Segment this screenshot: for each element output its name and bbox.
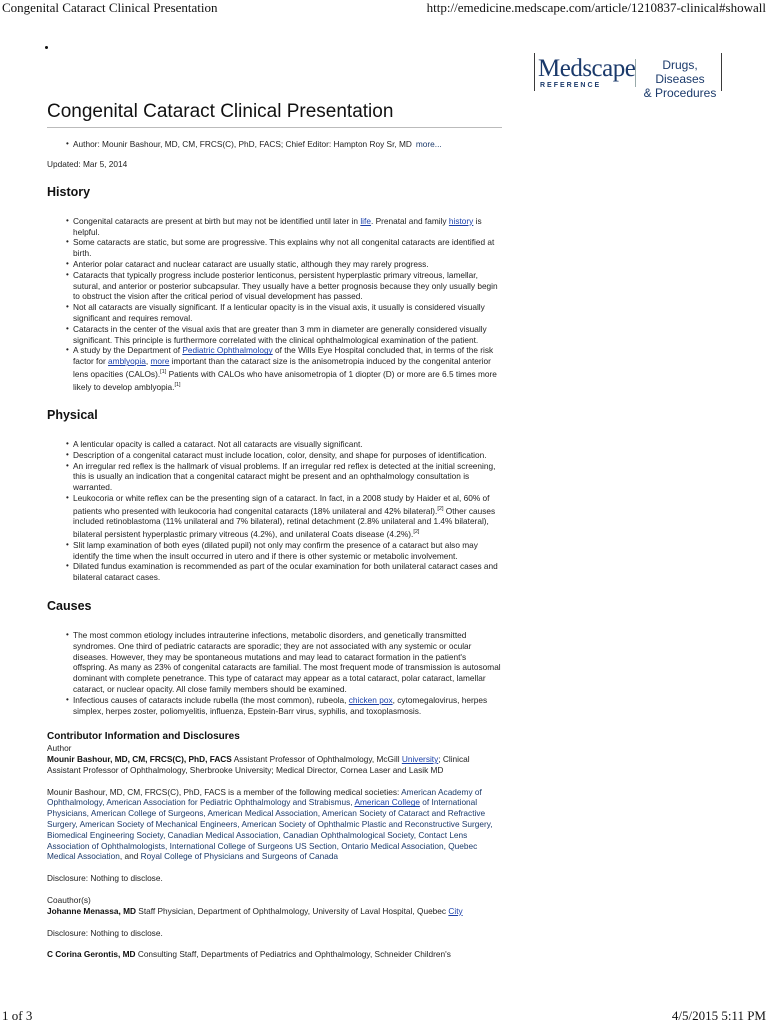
logo-divider [635,59,636,87]
list-item: • An irregular red reflex is the hallmark of visual problems. If an irregular red reflex is detected at the initial screening, this is usually an indication that a congenital cataract might be present and an ophthalmology consultation is warranted. [47,461,502,493]
print-header-url: http://emedicine.medscape.com/article/1210837-clinical#showall [426,0,766,15]
logo-reference-label: REFERENCE [540,82,602,89]
society-membership: Mounir Bashour, MD, CM, FRCS(C), PhD, FACS is a member of the following medical societies: American Academy of Ophthalmology, American Association for Pediatric Ophthalmology and Strabismus, American College of International Physicians, American College of Surgeons, American Medical Association, American Society of Cataract and Refractive Surgery, American Society of Mechanical Engineers, American Society of Ophthalmic Plastic and Reconstructive Surgery, Biomedical Engineering Society, Canadian Medical Association, Canadian Ophthalmological Society, Contact Lens Association of Ophthalmologists, International College of Surgeons US Section, Ontario Medical Association, Quebec Medical Association, and Royal College of Physicians and Surgeons of Canada [47,786,493,862]
contributor-section [47,732,502,960]
citation-link[interactable]: [2] [437,505,444,512]
list-item: • Congenital cataracts are present at birth but may not be identified until later in life. Prenatal and family history is helpful. [47,216,502,238]
author-name: Mounir Bashour, MD, CM, FRCS(C), PhD, FACS [47,753,232,764]
list-item: • Cataracts that typically progress include posterior lenticonus, persistent hyperplastic primary vitreous, lamellar, sutural, and anterior or posterior subcapsular. They usually have a better prognosis because they only usually begin to obstruct the vision after the critical period of visual development has passed. [47,270,502,302]
author-list [47,139,502,150]
logo-tagline: Drugs, Diseases & Procedures [643,58,717,100]
pediatric-ophthalmology-link[interactable]: Pediatric Ophthalmology [182,345,273,356]
list-item: • A lenticular opacity is called a cataract. Not all cataracts are visually significant. [47,439,502,450]
american-college-link[interactable]: American College [354,797,420,808]
list-item: • Cataracts in the center of the visual axis that are greater than 3 mm in diameter are generally considered visually significant. This principle is furthermore correlated with the clinical ophthalmological examination of the patient. [47,324,502,346]
university-link[interactable]: University [401,753,439,764]
history-list [47,216,502,392]
list-item: • Description of a congenital cataract must include location, color, density, and shape for purposes of identification. [47,450,502,461]
chicken-pox-link[interactable]: chicken pox [348,694,393,705]
history-heading: History [47,184,91,199]
list-item: • Not all cataracts are visually significant. If a lenticular opacity is in the visual axis, it usually is considered visually significant and requires removal. [47,302,502,324]
citation-link[interactable]: [2] [413,529,420,536]
list-item: • A study by the Department of Pediatric Ophthalmology of the Wills Eye Hospital concluded that, in terms of the risk factor for amblyopia, more important than the cataract size is the anisometropia induced by the congenital anterior lens opacities (CALOs).[1] Patients with CALOs who have anisometropia of 1 diopter (D) or more are 6.5 times more likely to develop amblyopia.[1] [47,345,502,392]
medscape-logo[interactable] [534,53,722,100]
amblyopia-link[interactable]: amblyopia [108,356,146,367]
coauthor-label: Coauthor(s) [47,894,91,905]
print-footer-page: 1 of 3 [2,1008,33,1023]
citation-link[interactable]: [1] [160,368,167,375]
author-bio: Mounir Bashour, MD, CM, FRCS(C), PhD, FACS Assistant Professor of Ophthalmology, McGill University; Clinical Assistant Professor of Ophthalmology, Sherbrooke University; Medical Director, Cornea Laser and Lasik MD [47,753,470,775]
list-item: • Dilated fundus examination is recommended as part of the ocular examination for both unilateral cataract cases and bilateral cataract cases. [47,561,502,583]
author-line: • Author: Mounir Bashour, MD, CM, FRCS(C), PhD, FACS; Chief Editor: Hampton Roy Sr, MD more... [47,139,502,150]
causes-list [47,630,502,716]
logo-wordmark: Medscape [538,55,636,82]
article [47,100,502,960]
updated-date: Updated: Mar 5, 2014 [47,158,128,169]
list-item: • Infectious causes of cataracts include rubella (the most common), rubeola, chicken pox, cytomegalovirus, herpes simplex, herpes zoster, poliomyelitis, influenza, Epstein-Barr virus, syphilis, and toxoplasmosis. [47,695,502,717]
page-title: Congenital Cataract Clinical Presentation [47,100,502,128]
author-label: Author [47,743,72,754]
list-item: • The most common etiology includes intrauterine infections, metabolic disorders, and genetically transmitted syndromes. One third of pediatric cataracts are sporadic; they are not associated with any systemic or ocular diseases. However, they may be spontaneous mutations and may lead to cataract formation in the patient's offspring. As many as 23% of congenital cataracts are familial. The most frequent mode of transmission is autosomal dominant with complete penetrance. This type of cataract may appear as a total cataract, polar cataract, lamellar cataract, or nuclear opacity. All close family members should be examined. [47,630,502,695]
causes-heading: Causes [47,598,92,613]
disclosure-text: Disclosure: Nothing to disclose. [47,873,163,884]
disclosure-text: Disclosure: Nothing to disclose. [47,927,163,938]
physical-list [47,439,502,583]
city-link[interactable]: City [448,905,463,916]
more-authors-link[interactable]: more... [415,139,442,149]
life-link[interactable]: life [360,215,371,226]
contributor-heading: Contributor Information and Disclosures [47,731,240,743]
coauthor-name: C Corina Gerontis, MD [47,949,136,960]
list-item: • Leukocoria or white reflex can be the presenting sign of a cataract. In fact, in a 2008 study by Haider et al, 60% of patients who presented with leukocoria had congenital cataracts (18% unilateral and 42% bilateral).[2] Other causes included retinoblastoma (11% unilateral and 7% bilateral), retinal detachment (2.8% unilateral and 1.4% bilateral), bilateral persistent hyperplastic primary vitreous (4.2%), and unilateral Coats disease (4.2%).[2] [47,493,502,540]
list-item: • Slit lamp examination of both eyes (dilated pupil) not only may confirm the presence of a cataract but also may identify the time when the insult occurred in utero and if there is other systemic or metabolic involvement. [47,540,502,562]
more-link[interactable]: more [150,356,170,367]
coauthor-bio: C Corina Gerontis, MD Consulting Staff, Departments of Pediatrics and Ophthalmology, Schneider Children's [47,949,451,960]
print-header-title: Congenital Cataract Clinical Presentation [2,0,218,15]
bullet-dot [45,46,48,49]
coauthor-bio: Johanne Menassa, MD Staff Physician, Department of Ophthalmology, University of Laval Hospital, Quebec City [47,905,463,916]
citation-link[interactable]: [1] [174,381,181,388]
coauthor-name: Johanne Menassa, MD [47,905,136,916]
history-link[interactable]: history [448,215,474,226]
print-footer-datetime: 4/5/2015 5:11 PM [671,1008,766,1023]
physical-heading: Physical [47,408,98,423]
list-item: • Some cataracts are static, but some are progressive. This explains why not all congenital cataracts are identified at birth. [47,237,502,259]
list-item: • Anterior polar cataract and nuclear cataract are usually static, although they may rarely progress. [47,259,502,270]
